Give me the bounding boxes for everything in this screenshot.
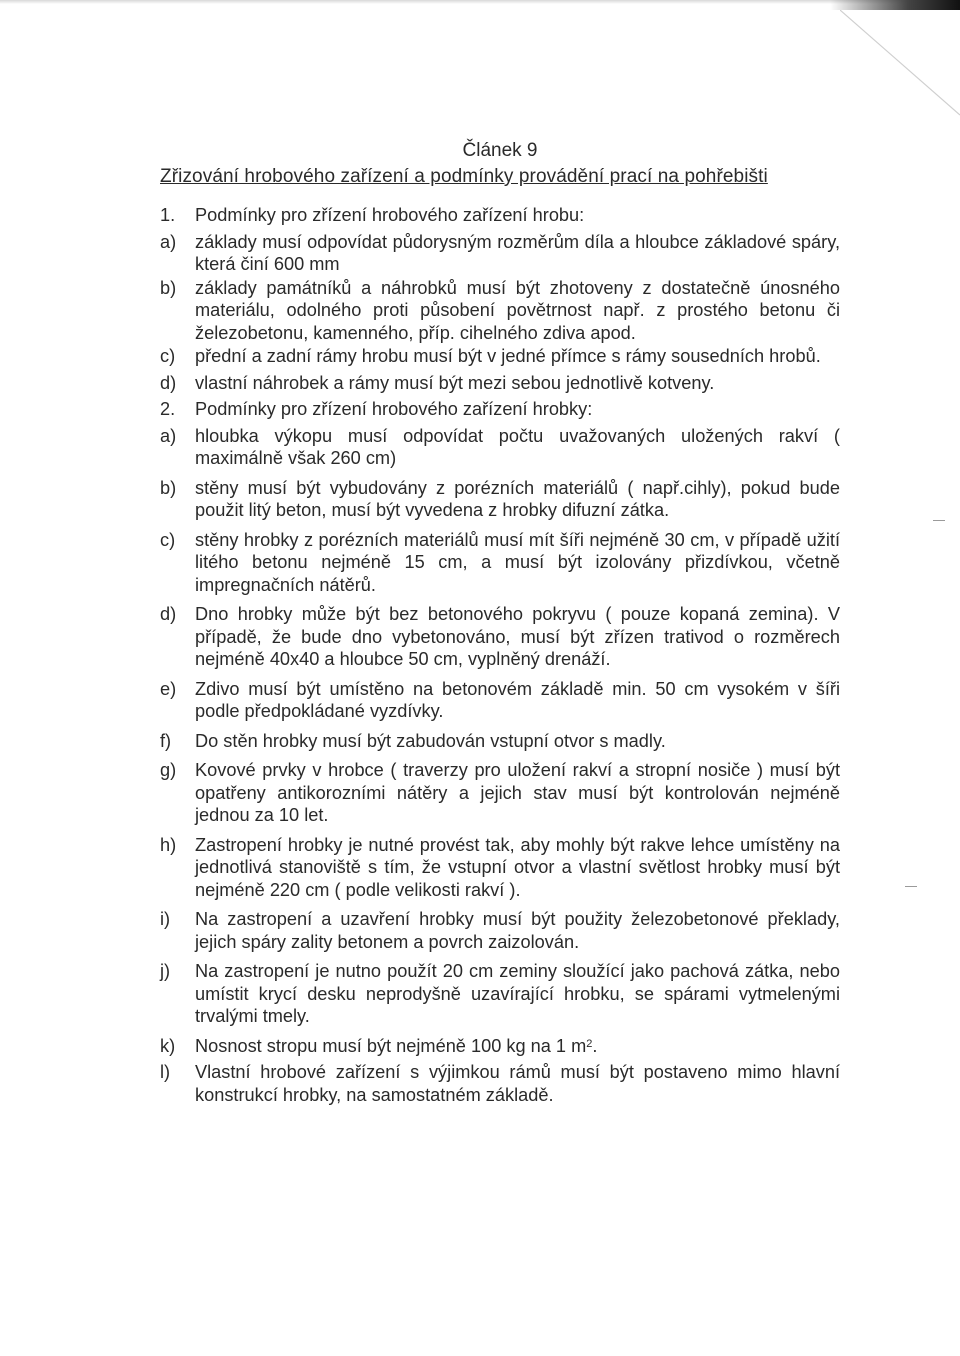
section-1-heading (160, 204, 840, 227)
list-item (160, 730, 840, 753)
list-item (160, 372, 840, 395)
section-2-heading (160, 398, 840, 421)
item-text: přední a zadní rámy hrobu musí být v jedné přímce s rámy sousedních hrobů. (195, 346, 821, 366)
item-mark: b) (160, 277, 177, 298)
item-text: Na zastropení a uzavření hrobky musí být použity železobetonové překlady, jejich spáry zality betonem a povrch zaizolován. (195, 909, 840, 952)
item-mark: e) (160, 678, 177, 699)
section-intro: Podmínky pro zřízení hrobového zařízení hrobky: (195, 399, 593, 419)
item-text: stěny musí být vybudovány z porézních materiálů ( např.cihly), pokud bude použit litý beton, musí být vyvedena z hrobky difuzní zátka. (195, 477, 840, 520)
item-mark: j) (160, 961, 171, 981)
article-title: Článek 9 (462, 140, 538, 161)
item-mark: i) (160, 909, 171, 929)
list-item (160, 1035, 840, 1058)
item-text: Dno hrobky může být bez betonového pokryvu ( pouze kopaná zemina). V případě, že bude dno vybetonováno, musí být zřízen trativod o rozměrech nejméně 40x40 a hloubce 50 cm, vyplněný drenáží. (195, 604, 840, 669)
list-item (160, 834, 840, 902)
item-mark: d) (160, 604, 177, 624)
item-text: základy musí odpovídat půdorysným rozměrům díla a hloubce základové spáry, která činí 600 mm (195, 231, 840, 274)
item-text: Vlastní hrobové zařízení s výjimkou rámů musí být postaveno mimo hlavní konstrukcí hrobky, na samostatném základě. (195, 1062, 840, 1105)
document-body (160, 204, 840, 1107)
item-text: stěny hrobky z porézních materiálů musí mít šíři nejméně 30 cm, v případě užití litého betonu nejméně 15 cm, a musí být izolovány přizdívkou, včetně impregnačních nátěrů. (195, 529, 840, 595)
list-item (160, 603, 840, 671)
scan-corner-mark (830, 0, 960, 10)
margin-mark (933, 520, 945, 521)
item-text-with-sup (195, 1035, 840, 1058)
section-number: 2. (160, 399, 176, 419)
list-item (160, 345, 840, 368)
item-text: Do stěn hrobky musí být zabudován vstupní otvor s madly. (195, 730, 666, 751)
list-item (160, 678, 840, 723)
margin-mark (905, 886, 917, 887)
article-subtitle: Zřizování hrobového zařízení a podmínky provádění prací na pohřebišti (160, 166, 768, 187)
item-text: Kovové prvky v hrobce ( traverzy pro uložení rakví a stropní nosiče ) musí být opatřeny antikorozními nátěry a jejich stav musí být kontrolován nejméně jednou za 10 let. (195, 760, 840, 825)
item-mark: a) (160, 425, 177, 446)
list-item (160, 477, 840, 522)
item-text: Zdivo musí být umístěno na betonovém základě min. 50 cm vysokém v šíři podle předpokládané vyzdívky. (195, 678, 840, 721)
item-mark: l) (160, 1062, 171, 1082)
list-item (160, 759, 840, 827)
list-item (160, 277, 840, 345)
item-mark: b) (160, 477, 177, 498)
scan-edge-shadow (0, 0, 960, 4)
superscript: 2 (586, 1037, 593, 1050)
section-number: 1. (160, 205, 176, 225)
item-text: Zastropení hrobky je nutné provést tak, aby mohly být rakve lehce umístěny na jednotlivá stanoviště s tím, že vstupní otvor a vlastní světlost hrobky musí být nejméně 220 cm ( podle velikosti rakví ). (195, 834, 840, 900)
item-mark: d) (160, 372, 177, 393)
item-text: Nosnost stropu musí být nejméně 100 kg na 1 m (195, 1035, 587, 1056)
section-intro: Podmínky pro zřízení hrobového zařízení hrobu: (195, 205, 585, 225)
item-mark: c) (160, 346, 176, 366)
item-mark: g) (160, 760, 177, 780)
item-mark: a) (160, 231, 177, 252)
item-text: hloubka výkopu musí odpovídat počtu uvažovaných uložených rakví ( maximálně však 260 cm) (195, 425, 840, 468)
item-text: základy památníků a náhrobků musí být zhotoveny z dostatečně únosného materiálu, odolného proti působení povětrnost např. z prostého betonu či železobetonu, kamenného, příp. cihelného zdiva apod. (195, 277, 840, 343)
list-item (160, 908, 840, 953)
item-mark: c) (160, 529, 176, 550)
list-item (160, 425, 840, 470)
item-mark: k) (160, 1035, 176, 1056)
list-item (160, 231, 840, 276)
list-item (160, 1061, 840, 1106)
item-mark: h) (160, 834, 177, 855)
list-item (160, 960, 840, 1028)
scan-fold-line (840, 10, 960, 120)
item-text: Na zastropení je nutno použít 20 cm zeminy sloužící jako pachová zátka, nebo umístit krycí desku neprodyšně uzavírající hrobku, se spárami vytmelenými trvalými tmely. (195, 961, 840, 1026)
list-item (160, 529, 840, 597)
item-mark: f) (160, 730, 172, 751)
item-text-tail: . (592, 1035, 598, 1056)
item-text: vlastní náhrobek a rámy musí být mezi sebou jednotlivě kotveny. (195, 372, 715, 393)
